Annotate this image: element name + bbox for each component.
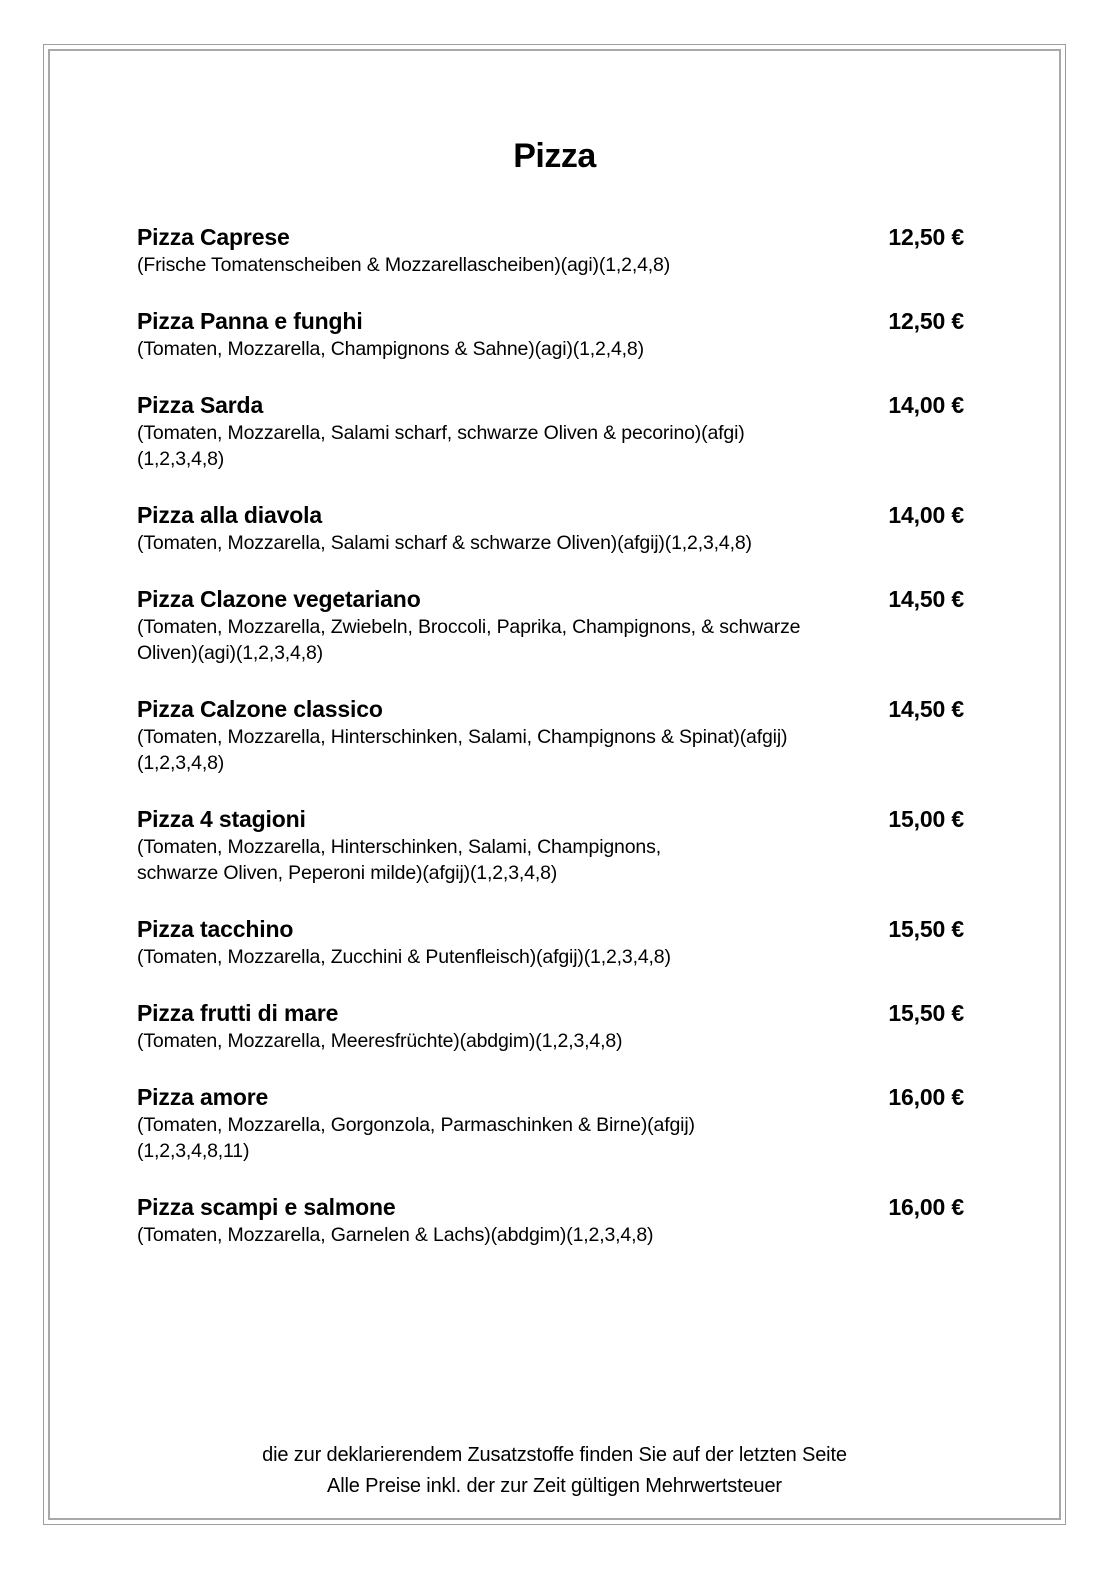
item-description-line: (Tomaten, Mozzarella, Champignons & Sahne)(agi)(1,2,4,8) [137, 338, 644, 360]
item-description [137, 834, 964, 886]
menu-item-head [137, 804, 964, 834]
item-price: 14,50 € [888, 586, 964, 612]
menu-item-list [137, 222, 964, 1276]
page-title: Pizza [513, 137, 596, 175]
item-description-line: (Tomaten, Mozzarella, Salami scharf & schwarze Oliven)(afgij)(1,2,3,4,8) [137, 532, 752, 554]
item-price: 15,00 € [888, 806, 964, 832]
menu-item-head [137, 1082, 964, 1112]
item-price: 15,50 € [888, 916, 964, 942]
menu-item [137, 694, 964, 776]
item-name: Pizza Panna e funghi [137, 308, 363, 334]
item-name: Pizza 4 stagioni [137, 806, 306, 832]
item-description [137, 1112, 964, 1164]
item-description-line: (1,2,3,4,8) [137, 752, 225, 774]
item-name: Pizza amore [137, 1084, 269, 1110]
item-name: Pizza Sarda [137, 392, 264, 418]
menu-item [137, 804, 964, 886]
menu-item [137, 914, 964, 970]
item-description-line: (Tomaten, Mozzarella, Gorgonzola, Parmaschinken & Birne)(afgij) [137, 1114, 695, 1136]
item-name: Pizza Clazone vegetariano [137, 586, 421, 612]
item-description [137, 530, 964, 556]
item-price: 16,00 € [888, 1194, 964, 1220]
item-price: 14,00 € [888, 502, 964, 528]
item-price: 14,50 € [888, 696, 964, 722]
item-description [137, 944, 964, 970]
item-price: 14,00 € [888, 392, 964, 418]
item-description [137, 420, 964, 472]
menu-item-head [137, 390, 964, 420]
menu-item [137, 306, 964, 362]
item-description-line: schwarze Oliven, Peperoni milde)(afgij)(1,2,3,4,8) [137, 862, 558, 884]
item-description [137, 336, 964, 362]
item-description-line: Oliven)(agi)(1,2,3,4,8) [137, 642, 323, 664]
item-name: Pizza scampi e salmone [137, 1194, 396, 1220]
menu-item-head [137, 914, 964, 944]
item-name: Pizza frutti di mare [137, 1000, 339, 1026]
item-description-line: (1,2,3,4,8) [137, 448, 225, 470]
item-price: 15,50 € [888, 1000, 964, 1026]
menu-item-head [137, 694, 964, 724]
menu-item-head [137, 1192, 964, 1222]
item-name: Pizza alla diavola [137, 502, 323, 528]
menu-item-head [137, 306, 964, 336]
item-description [137, 1028, 964, 1054]
item-description [137, 252, 964, 278]
menu-item [137, 1192, 964, 1248]
footer-note-allergens: die zur deklarierendem Zusatzstoffe finden Sie auf der letzten Seite [262, 1444, 847, 1466]
menu-page [43, 44, 1066, 1525]
item-description-line: (1,2,3,4,8,11) [137, 1140, 250, 1162]
item-description-line: (Tomaten, Mozzarella, Zwiebeln, Broccoli, Paprika, Champignons, & schwarze [137, 616, 801, 638]
menu-item [137, 1082, 964, 1164]
footer [44, 1440, 1065, 1502]
menu-item [137, 390, 964, 472]
menu-item-head [137, 222, 964, 252]
item-price: 12,50 € [888, 224, 964, 250]
menu-item-head [137, 998, 964, 1028]
item-price: 16,00 € [888, 1084, 964, 1110]
item-description-line: (Tomaten, Mozzarella, Zucchini & Putenfleisch)(afgij)(1,2,3,4,8) [137, 946, 671, 968]
item-name: Pizza Calzone classico [137, 696, 383, 722]
item-price: 12,50 € [888, 308, 964, 334]
menu-item-head [137, 500, 964, 530]
menu-item [137, 584, 964, 666]
menu-item-head [137, 584, 964, 614]
menu-item [137, 998, 964, 1054]
item-description-line: (Tomaten, Mozzarella, Hinterschinken, Salami, Champignons & Spinat)(afgij) [137, 726, 788, 748]
footer-note-vat: Alle Preise inkl. der zur Zeit gültigen Mehrwertsteuer [327, 1475, 782, 1497]
item-description [137, 724, 964, 776]
item-description-line: (Tomaten, Mozzarella, Hinterschinken, Salami, Champignons, [137, 836, 661, 858]
item-description [137, 1222, 964, 1248]
menu-item [137, 500, 964, 556]
item-description-line: (Tomaten, Mozzarella, Meeresfrüchte)(abdgim)(1,2,3,4,8) [137, 1030, 623, 1052]
item-name: Pizza Caprese [137, 224, 290, 250]
item-description [137, 614, 964, 666]
item-name: Pizza tacchino [137, 916, 294, 942]
item-description-line: (Tomaten, Mozzarella, Salami scharf, schwarze Oliven & pecorino)(afgi) [137, 422, 745, 444]
item-description-line: (Tomaten, Mozzarella, Garnelen & Lachs)(abdgim)(1,2,3,4,8) [137, 1224, 654, 1246]
item-description-line: (Frische Tomatenscheiben & Mozzarellascheiben)(agi)(1,2,4,8) [137, 254, 671, 276]
menu-item [137, 222, 964, 278]
